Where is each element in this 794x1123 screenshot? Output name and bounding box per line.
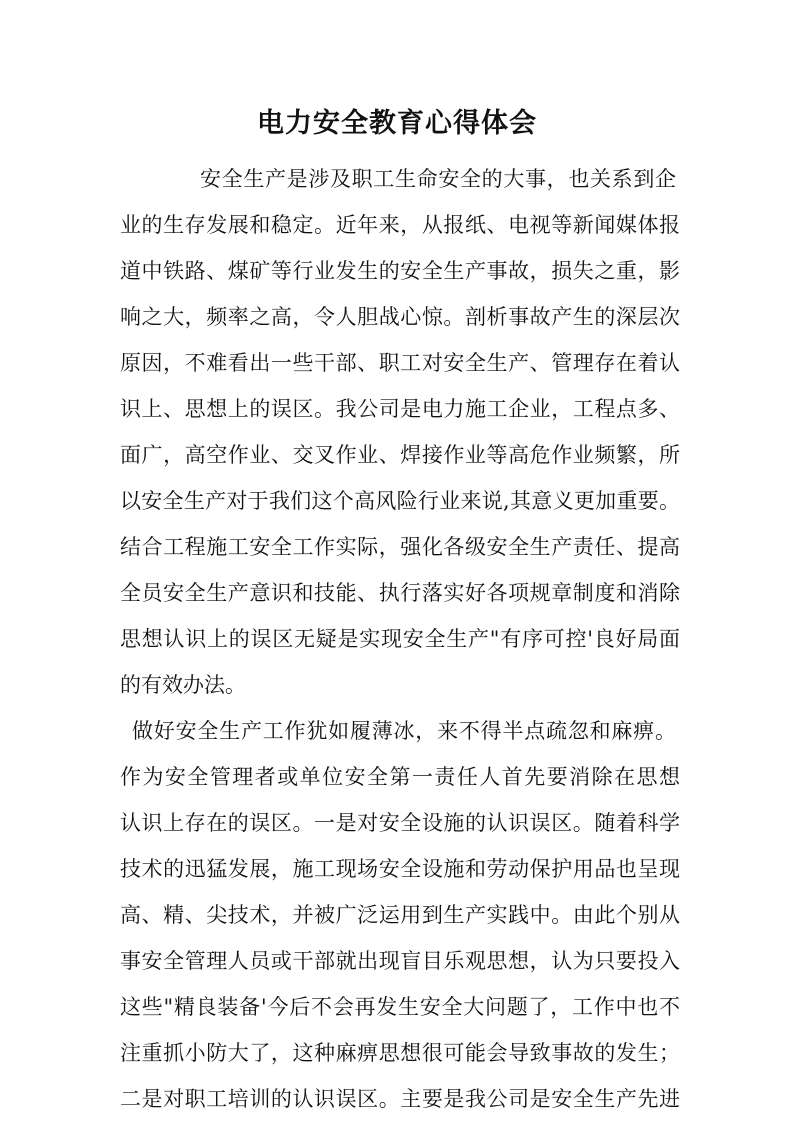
paragraph-line: 事安全管理人员或干部就出现盲目乐观思想，认为只要投入 bbox=[120, 949, 680, 973]
paragraph-line: 注重抓小防大了，这种麻痹思想很可能会导致事故的发生； bbox=[120, 1041, 680, 1065]
paragraph-line: 作为安全管理者或单位安全第一责任人首先要消除在思想 bbox=[120, 765, 680, 789]
paragraph-line: 安全生产是涉及职工生命安全的大事，也关系到企 bbox=[200, 167, 676, 191]
paragraph-line: 二是对职工培训的认识误区。主要是我公司是安全生产先进 bbox=[120, 1087, 680, 1111]
paragraph-line: 原因，不难看出一些干部、职工对安全生产、管理存在着认 bbox=[120, 351, 680, 375]
paragraph-line: 面广，高空作业、交叉作业、焊接作业等高危作业频繁，所 bbox=[120, 443, 680, 467]
paragraph-line: 认识上存在的误区。一是对安全设施的认识误区。随着科学 bbox=[120, 811, 680, 835]
paragraph-line: 高、精、尖技术，并被广泛运用到生产实践中。由此个别从 bbox=[120, 903, 680, 927]
document-title: 电力安全教育心得体会 bbox=[257, 108, 537, 139]
paragraph-line: 业的生存发展和稳定。近年来，从报纸、电视等新闻媒体报 bbox=[120, 213, 680, 237]
paragraph-line: 响之大，频率之高，令人胆战心惊。剖析事故产生的深层次 bbox=[120, 305, 680, 329]
paragraph-line: 这些"精良装备'今后不会再发生安全大问题了，工作中也不 bbox=[120, 995, 680, 1019]
paragraph-line: 做好安全生产工作犹如履薄冰，来不得半点疏忽和麻痹。 bbox=[132, 719, 676, 743]
paragraph-line: 全员安全生产意识和技能、执行落实好各项规章制度和消除 bbox=[120, 581, 680, 605]
paragraph-line: 思想认识上的误区无疑是实现安全生产"有序可控'良好局面 bbox=[120, 627, 680, 651]
paragraph-line: 识上、思想上的误区。我公司是电力施工企业，工程点多、 bbox=[120, 397, 680, 421]
paragraph-line: 结合工程施工安全工作实际，强化各级安全生产责任、提高 bbox=[120, 535, 680, 559]
paragraph-line: 以安全生产对于我们这个高风险行业来说,其意义更加重要。 bbox=[120, 489, 680, 513]
paragraph-line: 技术的迅猛发展，施工现场安全设施和劳动保护用品也呈现 bbox=[120, 857, 680, 881]
paragraph-line: 的有效办法。 bbox=[120, 673, 246, 697]
paragraph-line: 道中铁路、煤矿等行业发生的安全生产事故，损失之重，影 bbox=[120, 259, 680, 283]
